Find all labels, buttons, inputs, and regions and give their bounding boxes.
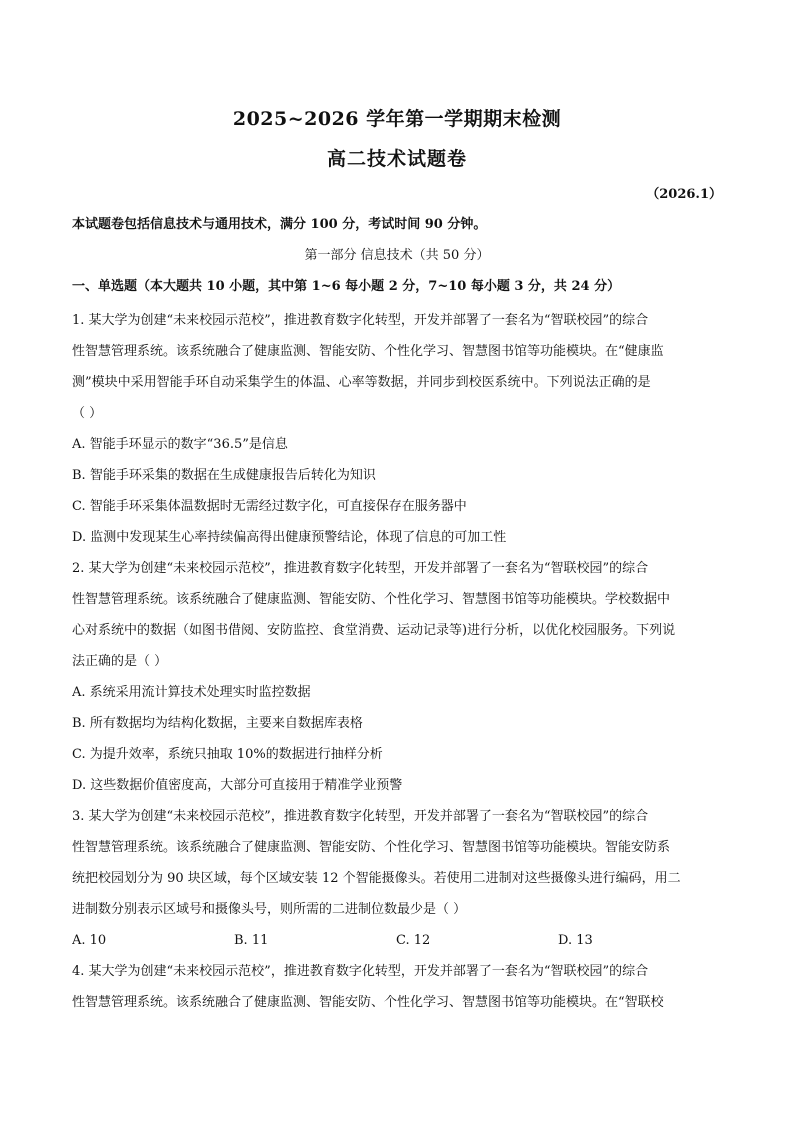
exam-subtitle: 高二技术试题卷: [326, 148, 467, 170]
option-b: B. 智能手环采集的数据在生成健康报告后转化为知识: [72, 468, 376, 483]
options-row: [72, 925, 722, 956]
section-heading: 一、单选题（本大题共 10 小题，其中第 1~6 每小题 2 分，7~10 每小题 3 分，共 24 分）: [72, 279, 621, 294]
question-1: [72, 305, 722, 553]
option-d: D. 13: [558, 933, 593, 948]
exam-date: （2026.1）: [646, 187, 722, 202]
part-heading: 第一部分 信息技术（共 50 分）: [304, 248, 490, 263]
question-stem-line: 统把校园划分为 90 块区域，每个区域安装 12 个智能摄像头。若使用二进制对这些摄像头进行编码，用二: [72, 871, 681, 886]
question-stem-line: 性智慧管理系统。该系统融合了健康监测、智能安防、个性化学习、智慧图书馆等功能模块。在“智联校: [72, 995, 664, 1010]
option-c: C. 12: [396, 933, 431, 948]
option-d: D. 监测中发现某生心率持续偏高得出健康预警结论，体现了信息的可加工性: [72, 530, 507, 545]
question-stem-line: 3. 某大学为创建“未来校园示范校”，推进教育数字化转型，开发并部署了一套名为“智联校园”的综合: [72, 809, 649, 824]
questions-body: [72, 305, 722, 1018]
question-stem-line: 法正确的是（ ）: [72, 654, 168, 669]
option-a: A. 10: [72, 933, 107, 948]
question-3: [72, 801, 722, 956]
question-stem-line: 性智慧管理系统。该系统融合了健康监测、智能安防、个性化学习、智慧图书馆等功能模块。智能安防系: [72, 840, 671, 855]
question-stem-line: 性智慧管理系统。该系统融合了健康监测、智能安防、个性化学习、智慧图书馆等功能模块。在“健康监: [72, 344, 664, 359]
option-b: B. 所有数据均为结构化数据，主要来自数据库表格: [72, 716, 363, 731]
question-stem-line: 心对系统中的数据（如图书借阅、安防监控、食堂消费、运动记录等)进行分析，以优化校园服务。下列说: [72, 623, 676, 638]
question-stem-line: 1. 某大学为创建“未来校园示范校”，推进教育数字化转型，开发并部署了一套名为“智联校园”的综合: [72, 313, 649, 328]
question-4: [72, 956, 722, 1018]
option-c: C. 智能手环采集体温数据时无需经过数字化，可直接保存在服务器中: [72, 499, 467, 514]
question-stem-line: 测”模块中采用智能手环自动采集学生的体温、心率等数据，并同步到校医系统中。下列说法正确的是: [72, 375, 651, 390]
exam-title: 2025~2026 学年第一学期期末检测: [232, 108, 562, 130]
exam-intro: 本试题卷包括信息技术与通用技术，满分 100 分，考试时间 90 分钟。: [72, 217, 487, 232]
option-a: A. 智能手环显示的数字“36.5”是信息: [72, 437, 288, 452]
question-stem-line: 性智慧管理系统。该系统融合了健康监测、智能安防、个性化学习、智慧图书馆等功能模块。学校数据中: [72, 592, 671, 607]
question-stem-line: 2. 某大学为创建“未来校园示范校”，推进教育数字化转型，开发并部署了一套名为“智联校园”的综合: [72, 561, 649, 576]
option-b: B. 11: [234, 933, 269, 948]
option-d: D. 这些数据价值密度高，大部分可直接用于精准学业预警: [72, 778, 403, 793]
option-c: C. 为提升效率，系统只抽取 10%的数据进行抽样分析: [72, 747, 383, 762]
question-stem-line: 4. 某大学为创建“未来校园示范校”，推进教育数字化转型，开发并部署了一套名为“智联校园”的综合: [72, 964, 649, 979]
answer-blank: （ ）: [72, 406, 103, 421]
option-a: A. 系统采用流计算技术处理实时监控数据: [72, 685, 311, 700]
question-stem-line: 进制数分别表示区域号和摄像头号，则所需的二进制位数最少是（ ）: [72, 902, 467, 917]
question-2: [72, 553, 722, 801]
